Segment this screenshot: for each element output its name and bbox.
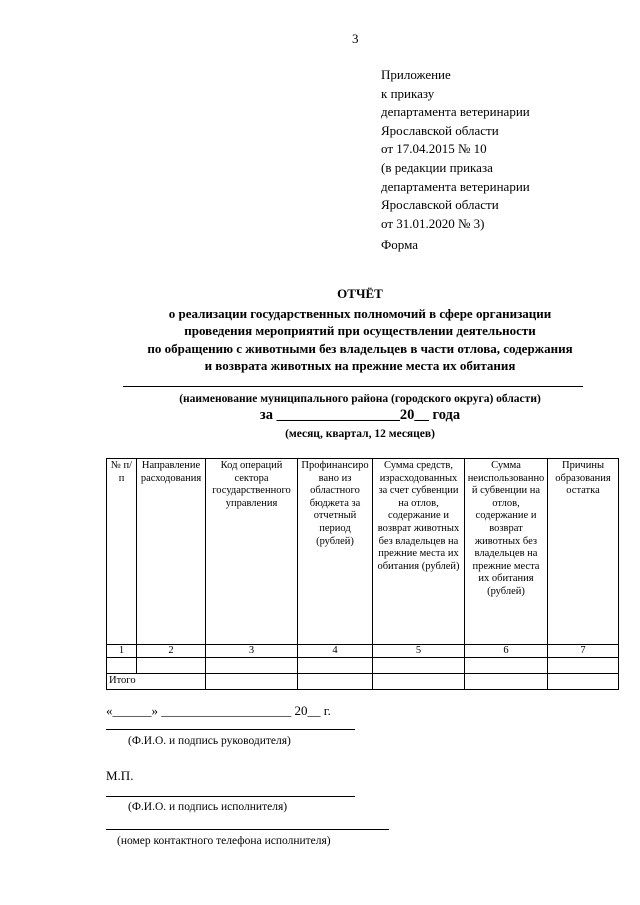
appendix-line: Ярославской области: [381, 122, 499, 138]
date-month-blank[interactable]: ____________________: [161, 703, 292, 718]
date-close-quote: »: [151, 703, 158, 718]
column-number: 6: [465, 645, 548, 658]
appendix-line: Ярославской области: [381, 197, 499, 213]
subtitle-line: проведения мероприятий при осуществлении деятельности: [184, 323, 536, 339]
period-suffix: года: [432, 407, 461, 423]
total-cell[interactable]: [206, 674, 298, 690]
period-line: [80, 407, 640, 424]
header-cell: Сумма неиспользованной субвенции на отлов, содержание и возврат животных без владельцев на прежние места их обитания (рублей): [465, 459, 548, 645]
column-number-row: [107, 645, 619, 658]
document-subtitle: [80, 305, 640, 374]
date-line: [106, 703, 331, 719]
column-number: 3: [206, 645, 298, 658]
date-year-suffix: г.: [323, 703, 331, 718]
document-title: ОТЧЁТ: [337, 286, 383, 301]
table-cell[interactable]: [298, 658, 373, 674]
district-name-line[interactable]: [123, 386, 583, 387]
table-cell[interactable]: [107, 658, 137, 674]
total-cell[interactable]: [298, 674, 373, 690]
appendix-line: (в редакции приказа: [381, 159, 493, 175]
head-signature-caption: (Ф.И.О. и подпись руководителя): [128, 735, 291, 747]
header-cell: Причины образования остатка: [548, 459, 619, 645]
period-year-blank[interactable]: __: [414, 407, 429, 423]
table-cell[interactable]: [548, 658, 619, 674]
executor-signature-caption: (Ф.И.О. и подпись исполнителя): [128, 801, 288, 813]
total-cell[interactable]: [373, 674, 465, 690]
total-cell[interactable]: [465, 674, 548, 690]
stamp-label: М.П.: [106, 768, 134, 783]
page-number: 3: [352, 31, 359, 46]
table-cell[interactable]: [373, 658, 465, 674]
column-number: 2: [137, 645, 206, 658]
date-day-blank[interactable]: ______: [112, 703, 152, 718]
column-number: 4: [298, 645, 373, 658]
total-cell[interactable]: [548, 674, 619, 690]
header-cell: Профинансировано из областного бюджета за отчетный период (рублей): [298, 459, 373, 645]
header-cell: Направление расходования: [137, 459, 206, 645]
table-header-row: [107, 459, 619, 645]
period-prefix: за: [259, 407, 273, 423]
period-blank[interactable]: _________________: [276, 407, 400, 423]
header-cell: Сумма средств, израсходованных за счет субвенции на отлов, содержание и возврат животных без владельцев на прежние места их обитания (рублей): [373, 459, 465, 645]
subtitle-line: о реализации государственных полномочий в сфере организации: [168, 306, 552, 321]
appendix-line: от 17.04.2015 № 10: [381, 141, 487, 157]
total-label: Итого: [107, 674, 206, 690]
table-row[interactable]: [107, 658, 619, 674]
column-number: 7: [548, 645, 619, 658]
executor-signature-line[interactable]: [106, 796, 355, 797]
total-row: [107, 674, 619, 690]
appendix-line: к приказу: [381, 85, 435, 101]
appendix-line: департамента ветеринарии: [381, 178, 530, 194]
column-number: 1: [107, 645, 137, 658]
header-cell: № п/п: [107, 459, 137, 645]
appendix-line: Приложение: [381, 67, 451, 82]
period-caption: (месяц, квартал, 12 месяцев): [285, 428, 435, 440]
head-signature-line[interactable]: [106, 729, 355, 730]
date-open-quote: «: [106, 703, 113, 718]
appendix-block: [381, 66, 530, 233]
phone-caption: (номер контактного телефона исполнителя): [117, 835, 331, 847]
table-cell[interactable]: [137, 658, 206, 674]
header-cell: Код операций сектора государственного управления: [206, 459, 298, 645]
date-year-blank[interactable]: __: [307, 703, 321, 718]
form-label: Форма: [381, 237, 418, 252]
table-cell[interactable]: [206, 658, 298, 674]
report-table: [106, 458, 619, 690]
phone-line[interactable]: [106, 829, 389, 830]
appendix-line: от 31.01.2020 № 3): [381, 215, 485, 231]
subtitle-line: по обращению с животными без владельцев в части отлова, содержания: [147, 340, 573, 356]
period-year-prefix: 20: [399, 407, 415, 423]
table-cell[interactable]: [465, 658, 548, 674]
subtitle-line: и возврата животных на прежние места их обитания: [204, 357, 516, 373]
appendix-line: департамента ветеринарии: [381, 104, 530, 120]
date-year-prefix: 20: [294, 703, 308, 718]
district-caption: (наименование муниципального района (городского округа) области): [179, 393, 541, 405]
column-number: 5: [373, 645, 465, 658]
